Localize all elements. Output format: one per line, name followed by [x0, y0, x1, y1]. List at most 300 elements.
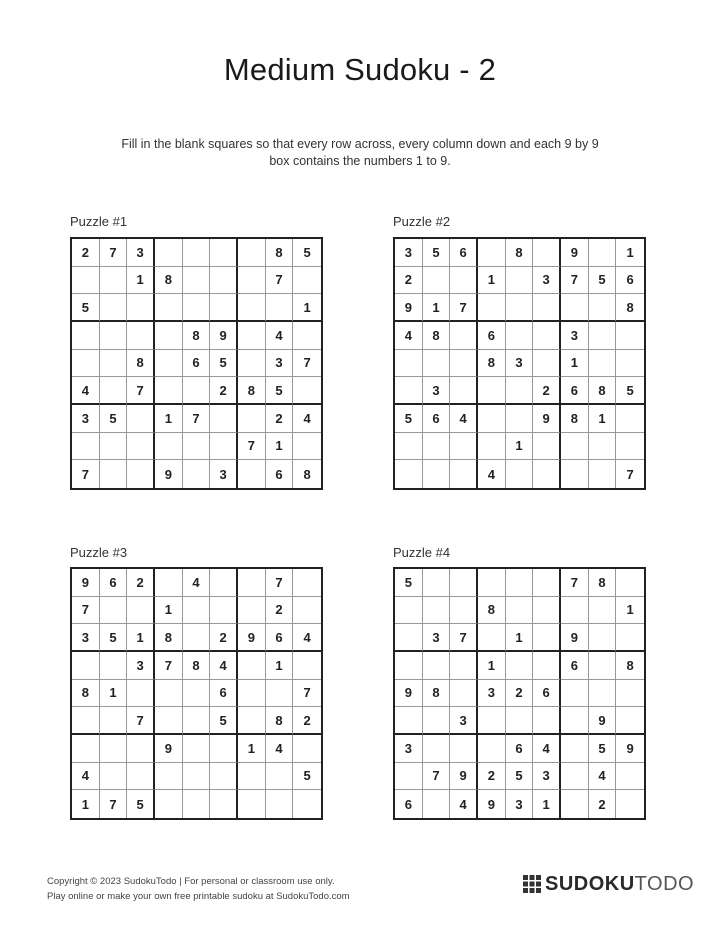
sudoku-cell: 5 [589, 735, 617, 763]
sudoku-cell [450, 597, 478, 625]
sudoku-cell: 6 [100, 569, 128, 597]
sudoku-cell [395, 377, 423, 405]
footer [47, 874, 350, 904]
sudoku-cell [423, 597, 451, 625]
sudoku-cell [506, 569, 534, 597]
sudoku-cell: 6 [423, 405, 451, 433]
sudoku-grid-1 [70, 237, 323, 490]
sudoku-cell [533, 350, 561, 378]
sudoku-cell: 7 [450, 624, 478, 652]
sudoku-cell [561, 707, 589, 735]
sudoku-cell: 1 [266, 652, 294, 680]
sudoku-cell: 2 [533, 377, 561, 405]
sudoku-cell [533, 460, 561, 488]
sudoku-cell: 9 [238, 624, 266, 652]
sudoku-cell [210, 735, 238, 763]
sudoku-cell [127, 322, 155, 350]
sudoku-cell: 8 [589, 377, 617, 405]
sudoku-cell: 5 [293, 763, 321, 791]
sudoku-cell [293, 433, 321, 461]
sudoku-cell: 5 [616, 377, 644, 405]
sudoku-cell: 2 [589, 790, 617, 818]
sudoku-cell [210, 405, 238, 433]
sudoku-cell [293, 735, 321, 763]
sudoku-cell [238, 405, 266, 433]
sudoku-cell: 3 [395, 735, 423, 763]
sudoku-cell [561, 735, 589, 763]
sudoku-cell [506, 597, 534, 625]
sudoku-cell [210, 433, 238, 461]
sudoku-cell [238, 239, 266, 267]
sudoku-cell [561, 763, 589, 791]
sudoku-cell [238, 763, 266, 791]
sudoku-cell: 3 [450, 707, 478, 735]
sudoku-cell [100, 460, 128, 488]
sudoku-cell [533, 294, 561, 322]
sudoku-cell: 6 [616, 267, 644, 295]
sudoku-cell [238, 680, 266, 708]
sudoku-cell: 1 [561, 350, 589, 378]
sudoku-cell [423, 350, 451, 378]
sudoku-grid-2 [393, 237, 646, 490]
sudoku-cell: 4 [478, 460, 506, 488]
sudoku-cell: 7 [626, 466, 634, 482]
sudoku-cell [589, 322, 617, 350]
sudoku-cell: 8 [127, 350, 155, 378]
sudoku-cell: 5 [100, 624, 128, 652]
sudoku-cell: 1 [423, 294, 451, 322]
sudoku-cell [478, 624, 506, 652]
sudoku-cell: 4 [589, 763, 617, 791]
sudoku-cell: 3 [506, 790, 534, 818]
sudoku-cell [293, 569, 321, 597]
sudoku-cell [183, 267, 211, 295]
sudoku-cell: 8 [183, 322, 211, 350]
sudoku-cell: 4 [293, 405, 321, 433]
sudoku-cell: 7 [183, 405, 211, 433]
sudoku-cell [616, 680, 644, 708]
sudoku-cell [72, 652, 100, 680]
sudoku-cell [100, 322, 128, 350]
sudoku-cell: 9 [72, 569, 100, 597]
sudoku-cell: 7 [72, 597, 100, 625]
sudoku-cell [533, 322, 561, 350]
sudoku-cell: 3 [561, 322, 589, 350]
sudoku-cell: 2 [506, 680, 534, 708]
sudoku-cell [183, 460, 211, 488]
puzzle-label-2: Puzzle #2 [393, 214, 451, 229]
grid-logo-icon [522, 874, 542, 894]
sudoku-cell: 3 [423, 377, 451, 405]
sudoku-cell [478, 569, 506, 597]
sudoku-cell: 3 [533, 267, 561, 295]
sudoku-cell: 4 [72, 377, 100, 405]
sudoku-cell: 3 [478, 680, 506, 708]
sudoku-cell: 7 [127, 707, 155, 735]
sudoku-cell [616, 707, 644, 735]
sudoku-cell: 7 [155, 652, 183, 680]
sudoku-cell [127, 460, 155, 488]
sudoku-cell [450, 350, 478, 378]
sudoku-cell [561, 460, 589, 488]
sudoku-cell [293, 790, 321, 818]
sudoku-cell [423, 652, 451, 680]
sudoku-cell: 8 [155, 267, 183, 295]
sudoku-cell: 5 [127, 790, 155, 818]
sudoku-cell [238, 350, 266, 378]
sudoku-cell: 9 [589, 707, 617, 735]
sudoku-cell [450, 433, 478, 461]
sudoku-cell [423, 460, 451, 488]
sudoku-cell: 4 [533, 735, 561, 763]
sudoku-cell [127, 433, 155, 461]
sudoku-cell [616, 350, 644, 378]
sudoku-cell: 7 [238, 433, 266, 461]
sudoku-cell [589, 239, 617, 267]
sudoku-cell [395, 763, 423, 791]
sudoku-cell [293, 597, 321, 625]
sudoku-cell [506, 322, 534, 350]
sudoku-cell: 2 [210, 377, 238, 405]
sudoku-cell: 1 [266, 433, 294, 461]
sudoku-cell [616, 624, 644, 652]
sudoku-cell: 4 [450, 790, 478, 818]
sudoku-cell [589, 597, 617, 625]
puzzle-label-1: Puzzle #1 [70, 214, 128, 229]
sudoku-cell: 4 [395, 322, 423, 350]
sudoku-cell: 7 [561, 267, 589, 295]
sudoku-cell [561, 433, 589, 461]
sudoku-cell [127, 597, 155, 625]
sudoku-cell [478, 433, 506, 461]
sudoku-cell: 1 [533, 790, 561, 818]
sudoku-cell: 3 [506, 350, 534, 378]
sudoku-cell [183, 239, 211, 267]
sudoku-cell [155, 680, 183, 708]
sudoku-grid-3 [70, 567, 323, 820]
sudoku-cell [72, 350, 100, 378]
sudoku-cell [395, 624, 423, 652]
sudoku-cell: 2 [266, 597, 294, 625]
sudoku-cell: 5 [210, 707, 238, 735]
sudoku-cell [155, 707, 183, 735]
sudoku-cell [395, 460, 423, 488]
sudoku-cell: 6 [561, 377, 589, 405]
sudoku-cell [293, 267, 321, 295]
sudoku-cell [238, 652, 266, 680]
sudoku-cell [155, 433, 183, 461]
sudoku-cell: 6 [183, 350, 211, 378]
sudoku-cell: 4 [293, 624, 321, 652]
sudoku-cell [478, 294, 506, 322]
sudoku-cell: 6 [533, 680, 561, 708]
sudoku-cell: 8 [303, 466, 311, 482]
sudoku-cell: 7 [72, 460, 100, 488]
sudoku-cell [450, 322, 478, 350]
sudoku-cell [589, 433, 617, 461]
sudoku-cell [183, 735, 211, 763]
sudoku-cell [266, 763, 294, 791]
sudoku-cell [506, 294, 534, 322]
sudoku-cell: 3 [266, 350, 294, 378]
sudoku-cell [155, 239, 183, 267]
puzzle-label-3: Puzzle #3 [70, 545, 128, 560]
sudoku-cell [589, 624, 617, 652]
sudoku-cell: 5 [293, 239, 321, 267]
sudoku-cell [506, 652, 534, 680]
sudoku-cell: 9 [155, 460, 183, 488]
sudoku-cell [155, 377, 183, 405]
sudoku-cell: 2 [478, 763, 506, 791]
sudoku-cell [155, 322, 183, 350]
sudoku-cell: 8 [616, 294, 644, 322]
sudoku-cell [100, 735, 128, 763]
sudokutodo-logo [522, 872, 694, 896]
sudoku-cell: 6 [210, 680, 238, 708]
sudoku-cell: 9 [395, 680, 423, 708]
sudoku-cell: 1 [478, 652, 506, 680]
sudoku-cell: 3 [210, 460, 238, 488]
sudoku-cell [293, 377, 321, 405]
sudoku-cell [423, 433, 451, 461]
sudoku-cell: 1 [100, 680, 128, 708]
sudoku-cell: 8 [155, 624, 183, 652]
sudoku-cell [533, 652, 561, 680]
logo-text: SUDOKUTODO [545, 872, 695, 895]
sudoku-cell: 1 [616, 239, 644, 267]
sudoku-cell: 6 [450, 239, 478, 267]
sudoku-cell [616, 433, 644, 461]
sudoku-cell [210, 239, 238, 267]
sudoku-cell: 7 [293, 350, 321, 378]
sudoku-cell [450, 267, 478, 295]
sudoku-cell [533, 597, 561, 625]
sudoku-cell [72, 707, 100, 735]
sudoku-cell [561, 294, 589, 322]
sudoku-cell: 2 [72, 239, 100, 267]
sudoku-cell: 3 [127, 652, 155, 680]
sudoku-cell [155, 569, 183, 597]
sudoku-cell: 7 [293, 680, 321, 708]
sudoku-cell [293, 652, 321, 680]
sudoku-cell [155, 294, 183, 322]
sudoku-cell [210, 790, 238, 818]
sudoku-cell [478, 707, 506, 735]
copyright-text: Copyright © 2023 SudokuTodo | For personal or classroom use only. [47, 876, 335, 887]
sudoku-cell: 1 [506, 433, 534, 461]
sudoku-cell: 1 [293, 294, 321, 322]
sudoku-cell: 1 [72, 790, 100, 818]
sudoku-cell [589, 294, 617, 322]
sudoku-cell [450, 680, 478, 708]
sudoku-cell [450, 652, 478, 680]
sudoku-cell [450, 377, 478, 405]
sudoku-cell: 8 [589, 569, 617, 597]
sudoku-cell [100, 707, 128, 735]
sudoku-cell [100, 350, 128, 378]
sudoku-cell: 7 [450, 294, 478, 322]
sudoku-cell [183, 790, 211, 818]
sudoku-cell: 8 [423, 680, 451, 708]
sudoku-cell: 9 [395, 294, 423, 322]
sudoku-cell: 1 [616, 597, 644, 625]
sudoku-cell [450, 735, 478, 763]
sudoku-cell: 7 [423, 763, 451, 791]
sudoku-cell: 3 [72, 624, 100, 652]
sudoku-cell: 5 [589, 267, 617, 295]
sudoku-cell: 8 [72, 680, 100, 708]
sudoku-cell: 9 [616, 735, 644, 763]
sudoku-cell: 4 [183, 569, 211, 597]
sudoku-cell: 1 [478, 267, 506, 295]
sudoku-cell: 8 [561, 405, 589, 433]
sudoku-cell [450, 460, 478, 488]
sudoku-cell [238, 707, 266, 735]
sudoku-cell [423, 707, 451, 735]
sudoku-cell: 4 [266, 735, 294, 763]
sudoku-cell [183, 377, 211, 405]
sudoku-cell: 8 [478, 597, 506, 625]
sudoku-cell [616, 790, 644, 818]
sudoku-cell [478, 377, 506, 405]
sudoku-cell [238, 267, 266, 295]
sudoku-cell: 8 [266, 239, 294, 267]
sudoku-cell [478, 405, 506, 433]
sudoku-cell [395, 707, 423, 735]
sudoku-cell: 9 [561, 624, 589, 652]
sudoku-cell [616, 405, 644, 433]
sudoku-cell [266, 294, 294, 322]
sudoku-cell [506, 707, 534, 735]
sudoku-cell [589, 680, 617, 708]
sudoku-cell [561, 597, 589, 625]
sudoku-cell: 5 [266, 377, 294, 405]
sudoku-cell: 8 [423, 322, 451, 350]
sudoku-cell [100, 597, 128, 625]
sudoku-cell [127, 405, 155, 433]
sudoku-cell [238, 597, 266, 625]
sudoku-cell [561, 790, 589, 818]
sudoku-cell: 7 [266, 267, 294, 295]
sudoku-cell: 6 [478, 322, 506, 350]
sudoku-cell [210, 597, 238, 625]
sudoku-cell [533, 433, 561, 461]
sudoku-cell [183, 680, 211, 708]
sudoku-cell [266, 790, 294, 818]
sudoku-cell [100, 763, 128, 791]
sudoku-cell: 1 [127, 624, 155, 652]
sudoku-cell [238, 460, 266, 488]
sudoku-cell: 2 [266, 405, 294, 433]
sudoku-cell [506, 405, 534, 433]
sudoku-cell: 8 [616, 652, 644, 680]
sudoku-cell [561, 680, 589, 708]
sudoku-cell: 5 [506, 763, 534, 791]
sudoku-cell [506, 267, 534, 295]
sudoku-cell: 8 [266, 707, 294, 735]
sudoku-cell: 9 [478, 790, 506, 818]
sudoku-cell [210, 267, 238, 295]
sudoku-cell: 9 [210, 322, 238, 350]
puzzle-label-4: Puzzle #4 [393, 545, 451, 560]
sudoku-cell: 4 [72, 763, 100, 791]
sudoku-cell [72, 433, 100, 461]
sudoku-cell [183, 624, 211, 652]
sudoku-cell [72, 735, 100, 763]
sudoku-cell: 6 [395, 790, 423, 818]
sudoku-cell: 4 [450, 405, 478, 433]
sudoku-cell [72, 267, 100, 295]
sudoku-cell [423, 735, 451, 763]
sudoku-cell [616, 763, 644, 791]
sudoku-cell: 5 [100, 405, 128, 433]
sudoku-cell [506, 377, 534, 405]
sudoku-cell: 1 [238, 735, 266, 763]
sudoku-cell [238, 569, 266, 597]
sudoku-cell [100, 377, 128, 405]
sudoku-cell: 1 [589, 405, 617, 433]
sudoku-cell [210, 294, 238, 322]
sudoku-cell [100, 267, 128, 295]
sudoku-grid-4 [393, 567, 646, 820]
sudoku-cell [423, 267, 451, 295]
sudoku-cell [478, 239, 506, 267]
sudoku-cell [127, 763, 155, 791]
sudoku-cell: 3 [423, 624, 451, 652]
sudoku-cell [589, 652, 617, 680]
sudoku-cell [127, 294, 155, 322]
sudoku-cell [155, 790, 183, 818]
sudoku-cell [155, 763, 183, 791]
sudoku-cell [533, 624, 561, 652]
sudoku-cell [423, 569, 451, 597]
sudoku-cell: 1 [155, 597, 183, 625]
instructions: Fill in the blank squares so that every row across, every column down and each 9 by 9 box contains the numbers 1 to 9. [121, 137, 599, 168]
sudoku-cell: 9 [450, 763, 478, 791]
sudoku-cell: 2 [395, 267, 423, 295]
sudoku-cell: 8 [183, 652, 211, 680]
sudoku-cell [533, 569, 561, 597]
sudoku-cell [533, 239, 561, 267]
sudoku-cell [238, 294, 266, 322]
sudoku-cell: 9 [533, 405, 561, 433]
sudoku-cell [238, 790, 266, 818]
sudoku-cell [155, 350, 183, 378]
sudoku-cell: 7 [561, 569, 589, 597]
sudoku-cell [100, 652, 128, 680]
sudoku-cell: 8 [478, 350, 506, 378]
sudoku-cell: 2 [127, 569, 155, 597]
sudoku-cell [395, 652, 423, 680]
sudoku-cell: 2 [293, 707, 321, 735]
sudoku-cell: 3 [127, 239, 155, 267]
sudoku-cell: 2 [210, 624, 238, 652]
sudoku-cell [210, 763, 238, 791]
sudoku-cell: 5 [210, 350, 238, 378]
sudoku-cell: 8 [238, 377, 266, 405]
sudoku-cell: 7 [100, 239, 128, 267]
sudoku-cell [127, 735, 155, 763]
sudoku-cell [395, 433, 423, 461]
sudoku-cell [183, 597, 211, 625]
sudoku-cell [293, 322, 321, 350]
sudoku-cell: 3 [72, 405, 100, 433]
sudoku-cell [616, 569, 644, 597]
sudoku-cell: 3 [395, 239, 423, 267]
sudoku-cell: 9 [561, 239, 589, 267]
sudoku-cell [183, 294, 211, 322]
sudoku-cell: 6 [506, 735, 534, 763]
